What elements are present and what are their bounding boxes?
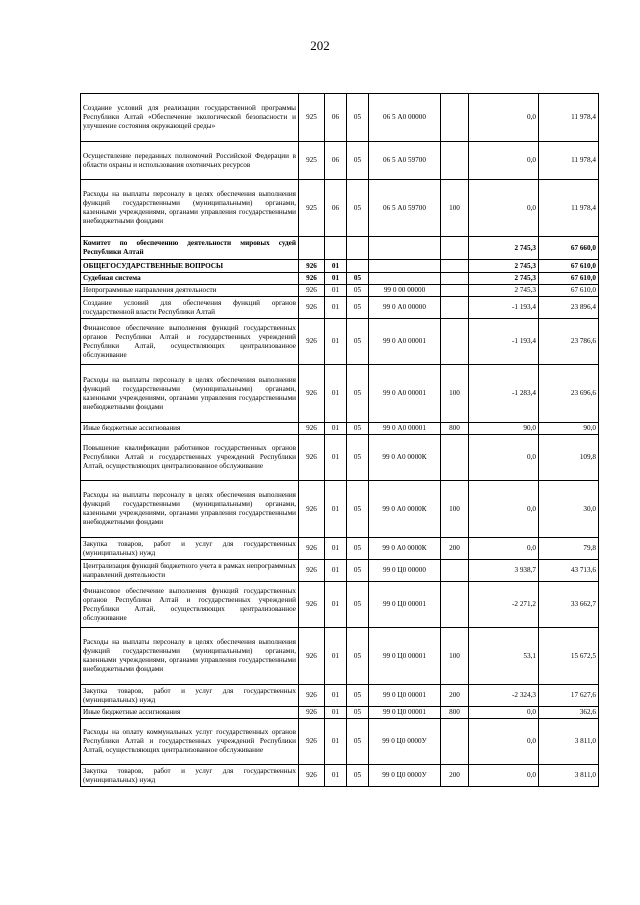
row-gr-code: 926 [299,582,325,628]
row-change-amount: 53,1 [469,628,539,685]
row-gr-code: 926 [299,481,325,538]
row-name: Расходы на выплаты персоналу в целях обеспечения выполнения функций государственными (муниципальными) органами, казенными учреждениями, органами управления государственными внебюджетными фондами [81,365,299,423]
row-subsection: 05 [347,707,369,719]
row-gr-code: 926 [299,719,325,765]
row-target-article: 99 0 А0 0000К [369,435,441,481]
row-name: Централизация функций бюджетного учета в рамках непрограммных направлений деятельности [81,560,299,582]
table-row [81,435,599,481]
row-total-amount: 67 610,0 [539,260,599,273]
row-section: 01 [325,423,347,435]
row-expense-type [441,285,469,297]
row-expense-type [441,582,469,628]
table-row [81,582,599,628]
row-subsection: 05 [347,481,369,538]
row-gr-code: 926 [299,707,325,719]
table-row [81,273,599,285]
row-name: Расходы на выплаты персоналу в целях обеспечения выполнения функций государственными (муниципальными) органами, казенными учреждениями, органами управления государственными внебюджетными фондами [81,628,299,685]
row-total-amount: 109,8 [539,435,599,481]
row-expense-type [441,237,469,260]
row-target-article: 99 0 Ц0 0000У [369,765,441,787]
row-total-amount: 17 627,6 [539,685,599,707]
row-expense-type: 100 [441,628,469,685]
row-subsection: 05 [347,273,369,285]
row-section: 01 [325,319,347,365]
row-total-amount: 15 672,5 [539,628,599,685]
row-subsection: 05 [347,423,369,435]
row-target-article: 06 5 А0 59700 [369,142,441,180]
row-change-amount: 0,0 [469,481,539,538]
table-row [81,481,599,538]
row-change-amount: 2 745,3 [469,237,539,260]
table-row [81,685,599,707]
row-section: 01 [325,285,347,297]
row-subsection: 05 [347,685,369,707]
row-gr-code: 926 [299,273,325,285]
row-expense-type: 200 [441,685,469,707]
row-subsection: 05 [347,297,369,319]
row-expense-type [441,319,469,365]
table-row [81,142,599,180]
row-expense-type [441,435,469,481]
row-gr-code: 925 [299,180,325,237]
row-total-amount: 33 662,7 [539,582,599,628]
row-gr-code: 926 [299,260,325,273]
row-target-article: 99 0 А0 00001 [369,365,441,423]
row-target-article: 99 0 Ц0 00000 [369,560,441,582]
row-gr-code: 926 [299,297,325,319]
row-subsection: 05 [347,435,369,481]
row-gr-code: 926 [299,435,325,481]
row-section: 06 [325,142,347,180]
table-row [81,538,599,560]
table-row [81,319,599,365]
row-section: 01 [325,481,347,538]
row-gr-code: 926 [299,765,325,787]
row-change-amount: -2 271,2 [469,582,539,628]
row-target-article: 99 0 А0 0000К [369,538,441,560]
row-section: 01 [325,628,347,685]
row-name: Иные бюджетные ассигнования [81,423,299,435]
row-gr-code: 926 [299,319,325,365]
row-name: Финансовое обеспечение выполнения функций государственных органов Республики Алтай и государственных учреждений Республики Алтай, осуществляющих централизованное обслуживание [81,582,299,628]
row-name: Закупка товаров, работ и услуг для государственных (муниципальных) нужд [81,538,299,560]
table-row [81,260,599,273]
row-change-amount: 2 745,3 [469,260,539,273]
row-total-amount: 23 786,6 [539,319,599,365]
row-subsection: 05 [347,365,369,423]
row-expense-type: 200 [441,765,469,787]
row-total-amount: 30,0 [539,481,599,538]
row-subsection: 05 [347,628,369,685]
row-expense-type [441,273,469,285]
row-total-amount: 67 610,0 [539,285,599,297]
row-name: Комитет по обеспечению деятельности мировых судей Республики Алтай [81,237,299,260]
row-change-amount: 0,0 [469,94,539,142]
row-section: 01 [325,582,347,628]
row-total-amount: 11 978,4 [539,142,599,180]
row-subsection: 05 [347,142,369,180]
table-row [81,628,599,685]
row-gr-code: 926 [299,285,325,297]
row-gr-code: 926 [299,560,325,582]
budget-table [80,93,599,787]
row-name: Создание условий для обеспечения функций органов государственной власти Республики Алтай [81,297,299,319]
row-target-article: 99 0 Ц0 00001 [369,628,441,685]
row-gr-code: 926 [299,685,325,707]
row-section: 06 [325,180,347,237]
table-row [81,180,599,237]
row-total-amount: 11 978,4 [539,94,599,142]
row-total-amount: 3 811,0 [539,765,599,787]
page-number: 202 [310,38,330,53]
row-section: 01 [325,365,347,423]
row-total-amount: 11 978,4 [539,180,599,237]
row-target-article: 99 0 А0 00001 [369,423,441,435]
row-section [325,237,347,260]
row-expense-type: 100 [441,365,469,423]
row-target-article [369,237,441,260]
row-expense-type [441,260,469,273]
row-name: Судебная система [81,273,299,285]
table-row [81,560,599,582]
row-change-amount: 0,0 [469,435,539,481]
row-total-amount: 67 660,0 [539,237,599,260]
row-subsection: 05 [347,94,369,142]
row-expense-type: 100 [441,481,469,538]
table-row [81,365,599,423]
row-subsection [347,237,369,260]
row-gr-code: 926 [299,538,325,560]
row-change-amount: 0,0 [469,538,539,560]
row-target-article [369,260,441,273]
row-expense-type [441,560,469,582]
table-row [81,94,599,142]
row-subsection: 05 [347,538,369,560]
row-gr-code [299,237,325,260]
row-target-article: 99 0 Ц0 00001 [369,707,441,719]
table-row [81,719,599,765]
row-gr-code: 925 [299,142,325,180]
row-total-amount: 67 610,0 [539,273,599,285]
row-change-amount: 0,0 [469,180,539,237]
row-total-amount: 362,6 [539,707,599,719]
row-expense-type [441,297,469,319]
row-total-amount: 23 696,6 [539,365,599,423]
table-row [81,285,599,297]
row-change-amount: 2 745,3 [469,273,539,285]
row-section: 01 [325,707,347,719]
row-name: Расходы на выплаты персоналу в целях обеспечения выполнения функций государственными (муниципальными) органами, казенными учреждениями, органами управления государственными внебюджетными фондами [81,481,299,538]
row-target-article: 99 0 00 00000 [369,285,441,297]
row-change-amount: 2 745,3 [469,285,539,297]
table-row [81,707,599,719]
row-target-article: 06 5 А0 59700 [369,180,441,237]
row-expense-type [441,94,469,142]
row-total-amount: 23 896,4 [539,297,599,319]
row-name: Финансовое обеспечение выполнения функций государственных органов Республики Алтай и государственных учреждений Республики Алтай, осуществляющих централизованное обслуживание [81,319,299,365]
row-target-article: 99 0 Ц0 00001 [369,582,441,628]
row-name: Создание условий для реализации государственной программы Республики Алтай «Обеспечение экологической безопасности и улучшение состояния окружающей среды» [81,94,299,142]
row-section: 01 [325,297,347,319]
row-name: Повышение квалификации работников государственных органов Республики Алтай и государственных учреждений Республики Алтай, осуществляющих централизованное обслуживание [81,435,299,481]
row-section: 01 [325,719,347,765]
row-target-article: 99 0 А0 0000К [369,481,441,538]
row-subsection [347,260,369,273]
row-change-amount: -1 193,4 [469,297,539,319]
row-expense-type [441,142,469,180]
row-subsection: 05 [347,319,369,365]
row-section: 01 [325,273,347,285]
row-target-article [369,273,441,285]
table-row [81,765,599,787]
row-subsection: 05 [347,285,369,297]
row-name: Расходы на оплату коммунальных услуг государственных органов Республики Алтай и государственных учреждений Республики Алтай, осуществляющих централизованное обслуживание [81,719,299,765]
row-expense-type: 800 [441,707,469,719]
row-section: 01 [325,560,347,582]
row-section: 01 [325,685,347,707]
table-row [81,423,599,435]
row-name: Расходы на выплаты персоналу в целях обеспечения выполнения функций государственными (муниципальными) органами, казенными учреждениями, органами управления государственными внебюджетными фондами [81,180,299,237]
row-expense-type: 200 [441,538,469,560]
row-target-article: 99 0 А0 00000 [369,297,441,319]
row-total-amount: 43 713,6 [539,560,599,582]
table-row [81,237,599,260]
row-subsection: 05 [347,560,369,582]
row-expense-type: 100 [441,180,469,237]
row-section: 01 [325,435,347,481]
row-change-amount: 3 938,7 [469,560,539,582]
row-name: Закупка товаров, работ и услуг для государственных (муниципальных) нужд [81,765,299,787]
row-section: 01 [325,538,347,560]
row-target-article: 06 5 А0 00000 [369,94,441,142]
row-target-article: 99 0 Ц0 0000У [369,719,441,765]
row-change-amount: -2 324,3 [469,685,539,707]
row-subsection: 05 [347,765,369,787]
row-name: Непрограммные направления деятельности [81,285,299,297]
row-change-amount: 0,0 [469,765,539,787]
row-target-article: 99 0 А0 00001 [369,319,441,365]
row-gr-code: 926 [299,365,325,423]
row-name: Осуществление переданных полномочий Российской Федерации в области охраны и использования охотничьих ресурсов [81,142,299,180]
table-row [81,297,599,319]
row-total-amount: 90,0 [539,423,599,435]
row-gr-code: 926 [299,628,325,685]
row-section: 06 [325,94,347,142]
row-subsection: 05 [347,582,369,628]
row-expense-type [441,719,469,765]
row-subsection: 05 [347,180,369,237]
row-gr-code: 926 [299,423,325,435]
budget-table-body [81,94,599,787]
row-name: Иные бюджетные ассигнования [81,707,299,719]
row-expense-type: 800 [441,423,469,435]
row-change-amount: -1 283,4 [469,365,539,423]
row-subsection: 05 [347,719,369,765]
row-total-amount: 79,8 [539,538,599,560]
row-name: Закупка товаров, работ и услуг для государственных (муниципальных) нужд [81,685,299,707]
row-gr-code: 925 [299,94,325,142]
row-change-amount: 0,0 [469,142,539,180]
row-change-amount: 0,0 [469,707,539,719]
row-change-amount: 90,0 [469,423,539,435]
row-target-article: 99 0 Ц0 00001 [369,685,441,707]
row-name: ОБЩЕГОСУДАРСТВЕННЫЕ ВОПРОСЫ [81,260,299,273]
row-total-amount: 3 811,0 [539,719,599,765]
row-section: 01 [325,260,347,273]
row-change-amount: -1 193,4 [469,319,539,365]
row-section: 01 [325,765,347,787]
row-change-amount: 0,0 [469,719,539,765]
